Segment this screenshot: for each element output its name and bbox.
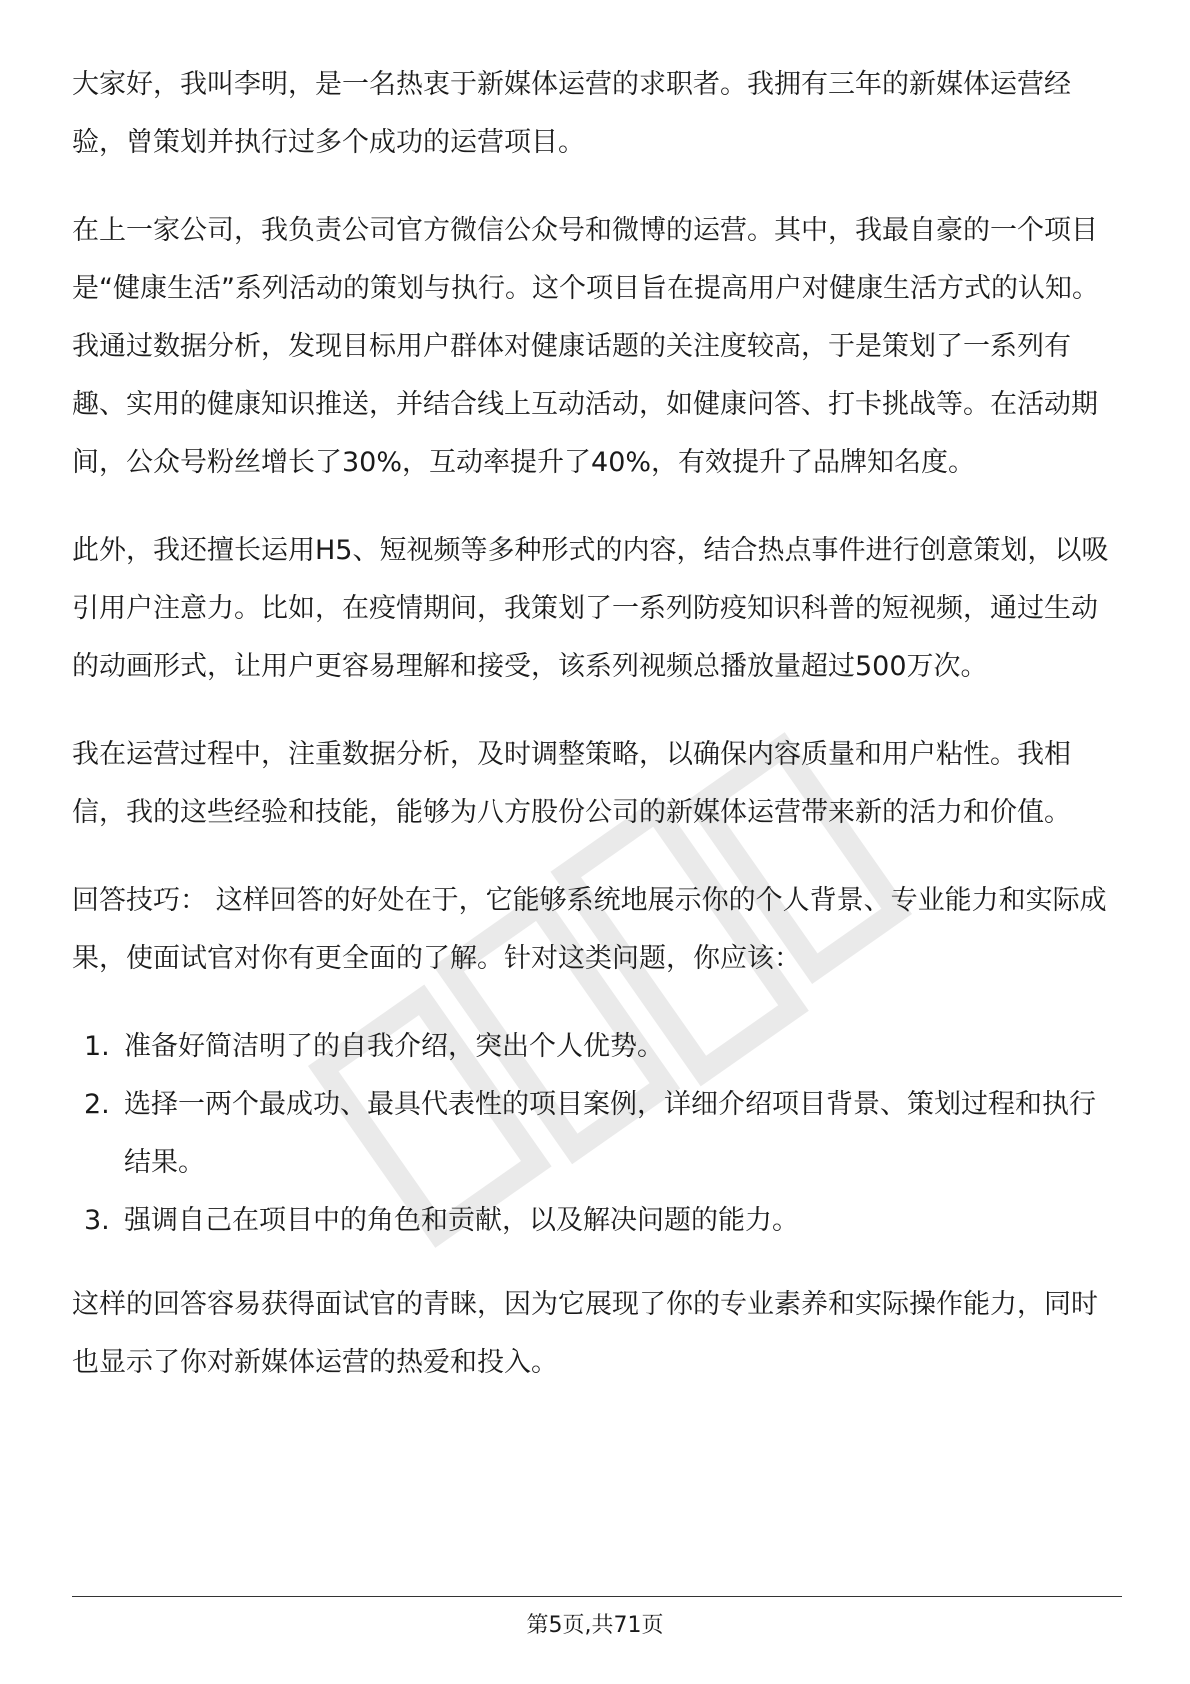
paragraph-skills: 此外，我还擅长运用H5、短视频等多种形式的内容，结合热点事件进行创意策划，以吸引用户注意力。比如，在疫情期间，我策划了一系列防疫知识科普的短视频，通过生动的动画形式，让用户更容易理解和接受，该系列视频总播放量超过500万次。 bbox=[72, 535, 1109, 682]
list-item bbox=[72, 1018, 1122, 1076]
paragraph-intro: 大家好，我叫李明，是一名热衷于新媒体运营的求职者。我拥有三年的新媒体运营经验，曾策划并执行过多个成功的运营项目。 bbox=[72, 69, 1071, 158]
tips-list bbox=[72, 1018, 1122, 1250]
list-item-number: 1. bbox=[84, 1031, 110, 1062]
paragraph-value: 我在运营过程中，注重数据分析，及时调整策略，以确保内容质量和用户粘性。我相信，我的这些经验和技能，能够为八方股份公司的新媒体运营带来新的活力和价值。 bbox=[72, 739, 1071, 828]
paragraph-tips-intro: 回答技巧： 这样回答的好处在于，它能够系统地展示你的个人背景、专业能力和实际成果，使面试官对你有更全面的了解。针对这类问题，你应该： bbox=[72, 885, 1107, 974]
list-item-text: 强调自己在项目中的角色和贡献，以及解决问题的能力。 bbox=[124, 1205, 799, 1236]
page-number: 第5页,共71页 bbox=[526, 1613, 664, 1638]
list-item bbox=[72, 1076, 1122, 1192]
footer-divider bbox=[72, 1596, 1122, 1597]
list-item-number: 2. bbox=[84, 1089, 110, 1120]
list-item-number: 3. bbox=[84, 1205, 110, 1236]
document-body bbox=[72, 56, 1122, 1422]
list-item-text: 选择一两个最成功、最具代表性的项目案例，详细介绍项目背景、策划过程和执行结果。 bbox=[124, 1089, 1096, 1178]
paragraph-project: 在上一家公司，我负责公司官方微信公众号和微博的运营。其中，我最自豪的一个项目是“健康生活”系列活动的策划与执行。这个项目旨在提高用户对健康生活方式的认知。我通过数据分析，发现目标用户群体对健康话题的关注度较高，于是策划了一系列有趣、实用的健康知识推送，并结合线上互动活动，如健康问答、打卡挑战等。在活动期间，公众号粉丝增长了30%，互动率提升了40%，有效提升了品牌知名度。 bbox=[72, 215, 1099, 478]
list-item bbox=[72, 1192, 1122, 1250]
list-item-text: 准备好简洁明了的自我介绍，突出个人优势。 bbox=[124, 1031, 664, 1062]
paragraph-closing: 这样的回答容易获得面试官的青睐，因为它展现了你的专业素养和实际操作能力，同时也显示了你对新媒体运营的热爱和投入。 bbox=[72, 1289, 1098, 1378]
